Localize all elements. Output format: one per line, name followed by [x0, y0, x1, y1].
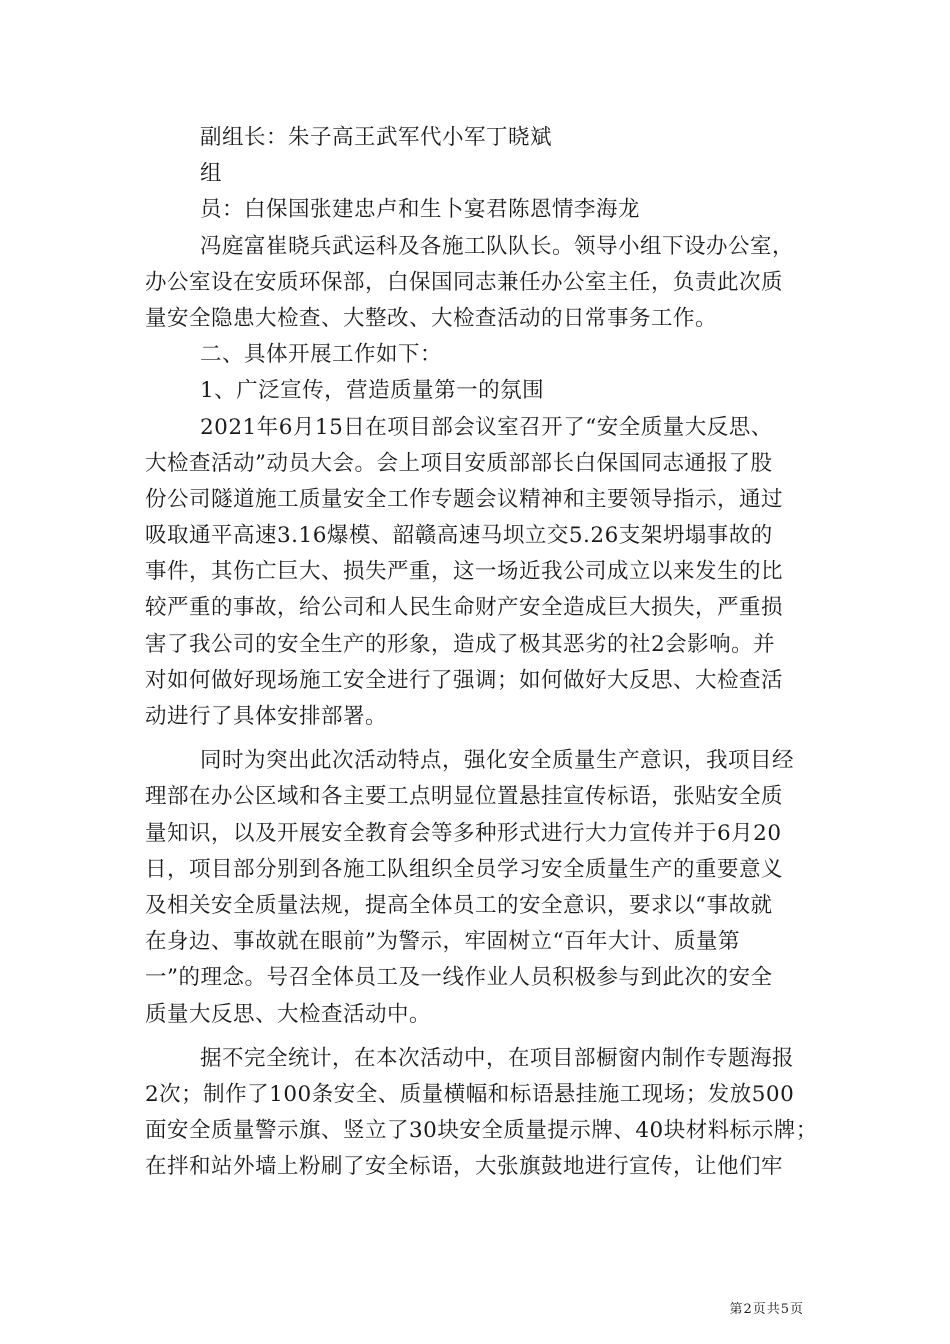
text-line: 同时为突出此次活动特点，强化安全质量生产意识，我项目经 [200, 748, 795, 774]
text-line: 办公室设在安质环保部，白保国同志兼任办公室主任，负责此次质 [145, 269, 784, 295]
text-line: 员：白保国张建忠卢和生卜宴君陈恩情李海龙 [200, 197, 641, 223]
text-line: 吸取通平高速3.16爆模、韶赣高速马坝立交5.26支架坍塌事故的 [145, 523, 773, 549]
text-line: 冯庭富崔晓兵武运科及各施工队队长。领导小组下设办公室， [200, 233, 795, 259]
text-line: 对如何做好现场施工安全进行了强调；如何做好大反思、大检查活 [145, 667, 784, 693]
text-line: 2021年6月15日在项目部会议室召开了“安全质量大反思、 [200, 414, 773, 440]
text-line: 害了我公司的安全生产的形象，造成了极其恶劣的社2会影响。并 [145, 631, 776, 657]
text-line: 一”的理念。号召全体员工及一线作业人员积极参与到此次的安全 [145, 965, 773, 991]
text-line: 在拌和站外墙上粉刷了安全标语，大张旗鼓地进行宣传，让他们牢 [145, 1154, 784, 1180]
text-line: 量知识，以及开展安全教育会等多种形式进行大力宣传并于6月20 [145, 820, 782, 846]
subsection-heading: 1、广泛宣传，营造质量第一的氛围 [200, 378, 545, 404]
text-line: 面安全质量警示旗、竖立了30块安全质量提示牌、40块材料标示牌； [145, 1118, 818, 1144]
text-line: 据不完全统计，在本次活动中，在项目部橱窗内制作专题海报 [200, 1045, 795, 1071]
text-line: 量安全隐患大检查、大整改、大检查活动的日常事务工作。 [145, 305, 718, 331]
document-body [145, 120, 818, 1185]
text-line: 事件，其伤亡巨大、损失严重，这一场近我公司成立以来发生的比 [145, 559, 784, 585]
text-line: 动进行了具体安排部署。 [145, 704, 388, 729]
text-line: 副组长：朱子高王武军代小军丁晓斌 [200, 125, 553, 150]
text-line: 2次；制作了100条安全、质量横幅和标语悬挂施工现场；发放500 [145, 1081, 795, 1107]
text-line: 日，项目部分别到各施工队组织全员学习安全质量生产的重要意义 [145, 856, 784, 882]
page-number: 第2页共5页 [729, 1302, 804, 1317]
text-line: 及相关安全质量法规，提高全体员工的安全意识，要求以“事故就 [145, 892, 773, 918]
text-line: 理部在办公区域和各主要工点明显位置悬挂宣传标语，张贴安全质 [145, 784, 784, 810]
text-line: 组 [200, 161, 223, 187]
text-line: 份公司隧道施工质量安全工作专题会议精神和主要领导指示，通过 [145, 486, 784, 512]
text-line: 质量大反思、大检查活动中。 [145, 1001, 432, 1027]
text-line: 大检查活动”动员大会。会上项目安质部部长白保国同志通报了股 [145, 450, 773, 476]
text-line: 在身边、事故就在眼前”为警示，牢固树立“百年大计、质量第 [145, 929, 740, 955]
text-line: 较严重的事故，给公司和人民生命财产安全造成巨大损失，严重损 [145, 595, 784, 621]
section-heading: 二、具体开展工作如下： [200, 342, 443, 368]
